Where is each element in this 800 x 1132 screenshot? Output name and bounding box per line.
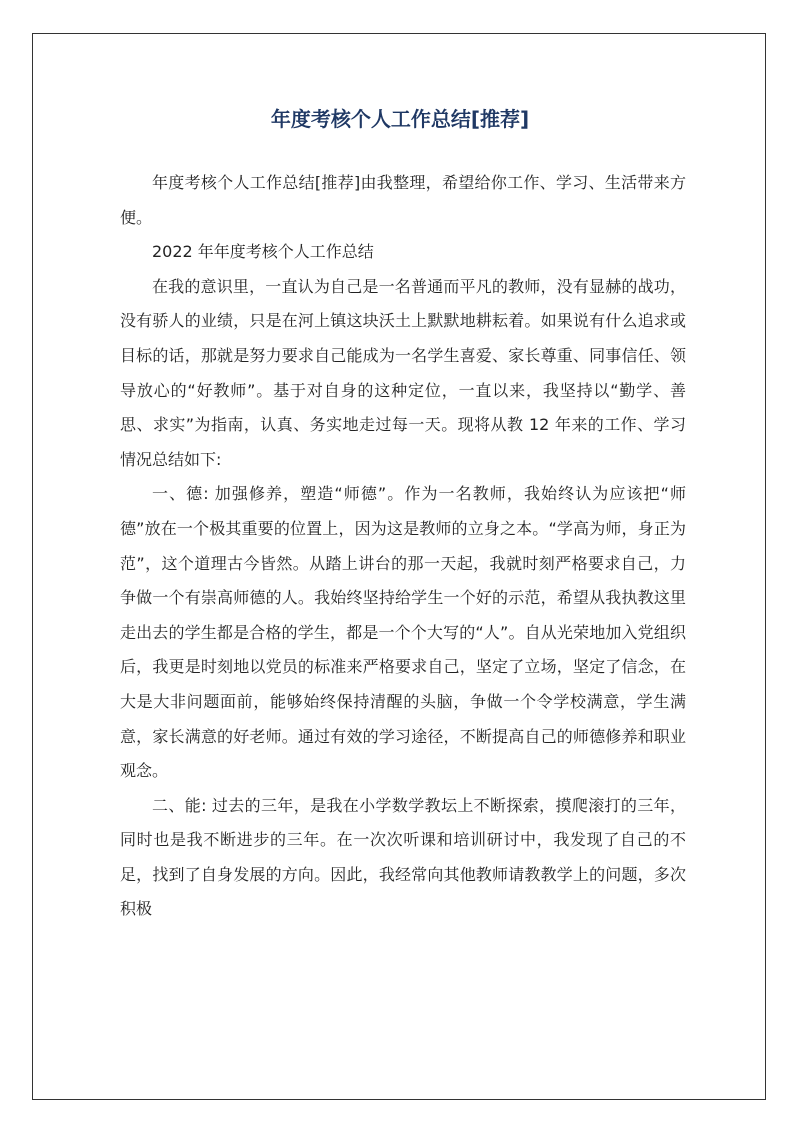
document-body	[120, 166, 686, 927]
intro-paragraph: 年度考核个人工作总结[推荐]由我整理，希望给你工作、学习、生活带来方便。	[120, 173, 686, 227]
body-paragraph: 在我的意识里，一直认为自己是一名普通而平凡的教师，没有显赫的战功，没有骄人的业绩，只是在河上镇这块沃土上默默地耕耘着。如果说有什么追求或目标的话，那就是努力要求自己能成为一名学生喜爱、家长尊重、同事信任、领导放心的“好教师”。基于对自身的这种定位，一直以来，我坚持以“勤学、善思、求实”为指南，认真、务实地走过每一天。现将从教 12 年来的工作、学习情况总结如下:	[120, 276, 686, 469]
body-paragraph: 二、能: 过去的三年，是我在小学数学教坛上不断探索，摸爬滚打的三年，同时也是我不断进步的三年。在一次次听课和培训研讨中，我发现了自己的不足，找到了自身发展的方向。因此，我经常向其他教师请教教学上的问题，多次积极	[120, 795, 686, 919]
document-title: 年度考核个人工作总结[推荐]	[270, 107, 530, 131]
section-heading: 2022 年年度考核个人工作总结	[152, 242, 374, 262]
body-paragraph: 一、德: 加强修养，塑造“师德”。作为一名教师，我始终认为应该把“师德”放在一个极其重要的位置上，因为这是教师的立身之本。“学高为师，身正为范”，这个道理古今皆然。从踏上讲台的那一天起，我就时刻严格要求自己，力争做一个有崇高师德的人。我始终坚持给学生一个好的示范，希望从我执教这里走出去的学生都是合格的学生，都是一个个大写的“人”。自从光荣地加入党组织后，我更是时刻地以党员的标准来严格要求自己，坚定了立场，坚定了信念，在大是大非问题面前，能够始终保持清醒的头脑，争做一个令学校满意，学生满意，家长满意的好老师。通过有效的学习途径，不断提高自己的师德修养和职业观念。	[120, 484, 686, 781]
